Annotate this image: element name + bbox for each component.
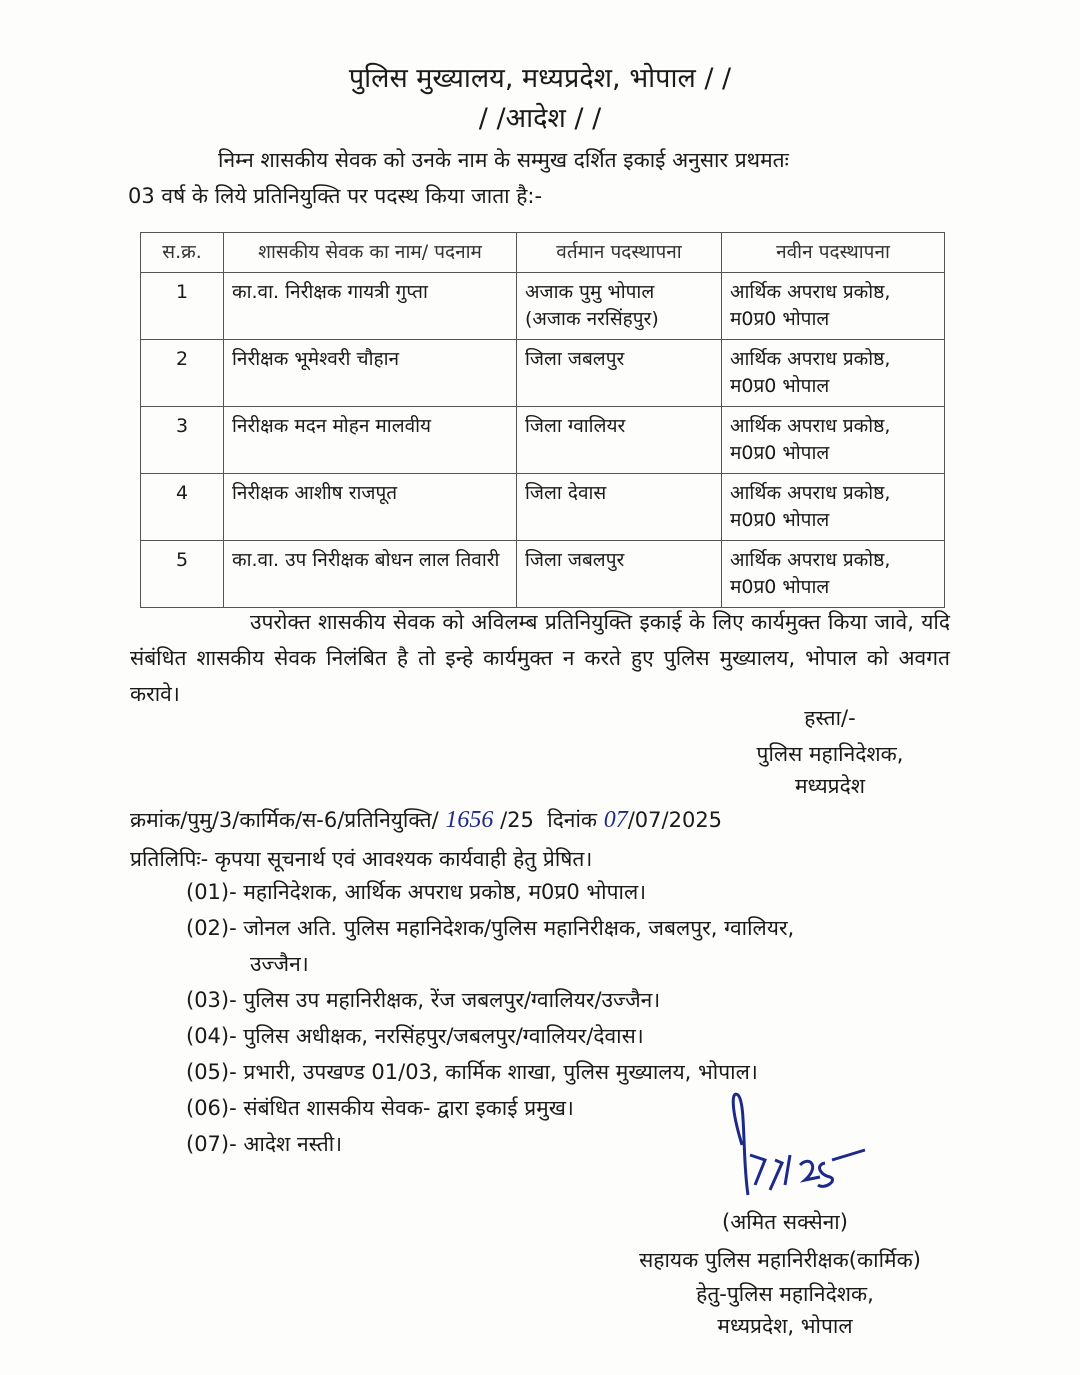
- name-cell: निरीक्षक मदन मोहन मालवीय: [224, 407, 517, 474]
- current-posting-cell: जिला देवास: [517, 474, 722, 541]
- serial-cell: 3: [141, 407, 224, 474]
- serial-cell: 5: [141, 541, 224, 608]
- copy-item: [186, 1058, 758, 1086]
- current-posting-cell: जिला जबलपुर: [517, 340, 722, 407]
- table-header: [141, 233, 945, 273]
- intro-line2: 03 वर्ष के लिये प्रतिनियुक्ति पर पदस्थ किया जाता है:-: [128, 184, 543, 208]
- copy-item: [186, 986, 660, 1014]
- current-posting-cell: जिला ग्वालियर: [517, 407, 722, 474]
- date-label: दिनांक: [547, 808, 598, 832]
- ref-number: 1656: [445, 807, 494, 833]
- handwritten-signature: [720, 1085, 880, 1205]
- copy-item-continuation: उज्जैन।: [250, 952, 309, 976]
- copy-item-text: संबंधित शासकीय सेवक- द्वारा इकाई प्रमुख।: [243, 1096, 574, 1120]
- ref-year: /25: [500, 808, 534, 832]
- signatory-designation2: हेतु-पुलिस महानिदेशक,: [696, 1282, 874, 1306]
- new-posting-cell: आर्थिक अपराध प्रकोष्ठ, म0प्र0 भोपाल: [722, 541, 945, 608]
- current-posting-cell: जिला जबलपुर: [517, 541, 722, 608]
- copy-item-text: पुलिस अधीक्षक, नरसिंहपुर/जबलपुर/ग्वालियर/देवास।: [243, 1024, 644, 1048]
- copy-item-text: आदेश नस्ती।: [243, 1132, 343, 1156]
- table-row: [141, 541, 945, 608]
- copy-item-text: जोनल अति. पुलिस महानिदेशक/पुलिस महानिरीक्षक, जबलपुर, ग्वालियर,: [243, 916, 795, 940]
- name-cell: का.वा. निरीक्षक गायत्री गुप्ता: [224, 273, 517, 340]
- copy-item: [186, 1022, 644, 1050]
- name-cell: निरीक्षक भूमेश्वरी चौहान: [224, 340, 517, 407]
- posting-table: [140, 232, 945, 608]
- copy-item-number: (03)-: [186, 988, 237, 1012]
- new-posting-cell: आर्थिक अपराध प्रकोष्ठ, म0प्र0 भोपाल: [722, 407, 945, 474]
- col-serial: स.क्र.: [141, 233, 224, 273]
- signed-line1: हस्ता/-: [804, 706, 856, 730]
- col-new: नवीन पदस्थापना: [722, 233, 945, 273]
- release-paragraph: उपरोक्त शासकीय सेवक को अविलम्ब प्रतिनियुक्ति इकाई के लिए कार्यमुक्त किया जावे, यदि संबंधित शासकीय सेवक निलंबित है तो इन्हे कार्यमुक्त न करते हुए पुलिस मुख्यालय, भोपाल को अवगत करावे।: [130, 610, 950, 706]
- signatory-designation1: सहायक पुलिस महानिरीक्षक(कार्मिक): [639, 1248, 921, 1272]
- copy-item: [186, 878, 646, 906]
- serial-cell: 1: [141, 273, 224, 340]
- header-title: पुलिस मुख्यालय, मध्यप्रदेश, भोपाल / /: [348, 63, 732, 94]
- table-row: [141, 340, 945, 407]
- reference-line: [130, 806, 722, 834]
- signed-line3: मध्यप्रदेश: [794, 774, 865, 798]
- copy-item-number: (05)-: [186, 1060, 237, 1084]
- new-posting-cell: आर्थिक अपराध प्रकोष्ठ, म0प्र0 भोपाल: [722, 474, 945, 541]
- signed-line2: पुलिस महानिदेशक,: [756, 742, 904, 766]
- ref-day: 07: [603, 807, 628, 833]
- copy-item-number: (07)-: [186, 1132, 237, 1156]
- name-cell: का.वा. उप निरीक्षक बोधन लाल तिवारी: [224, 541, 517, 608]
- ref-date-rest: /07/2025: [627, 808, 723, 832]
- name-cell: निरीक्षक आशीष राजपूत: [224, 474, 517, 541]
- copy-item-text: पुलिस उप महानिरीक्षक, रेंज जबलपुर/ग्वालियर/उज्जैन।: [243, 988, 661, 1012]
- ref-prefix: क्रमांक/पुमु/3/कार्मिक/स-6/प्रतिनियुक्ति/: [130, 808, 439, 832]
- serial-cell: 4: [141, 474, 224, 541]
- signatory-designation3: मध्यप्रदेश, भोपाल: [717, 1314, 853, 1338]
- new-posting-cell: आर्थिक अपराध प्रकोष्ठ, म0प्र0 भोपाल: [722, 340, 945, 407]
- new-posting-cell: आर्थिक अपराध प्रकोष्ठ, म0प्र0 भोपाल: [722, 273, 945, 340]
- copy-item: [186, 1094, 574, 1122]
- serial-cell: 2: [141, 340, 224, 407]
- copy-item-number: (06)-: [186, 1096, 237, 1120]
- copy-item: [186, 1130, 342, 1158]
- table-row: [141, 273, 945, 340]
- col-current: वर्तमान पदस्थापना: [517, 233, 722, 273]
- copy-item-text: महानिदेशक, आर्थिक अपराध प्रकोष्ठ, म0प्र0 भोपाल।: [243, 880, 647, 904]
- copy-item: [186, 914, 794, 942]
- current-posting-cell: अजाक पुमु भोपाल (अजाक नरसिंहपुर): [517, 273, 722, 340]
- copy-item-number: (02)-: [186, 916, 237, 940]
- header-subtitle: / /आदेश / /: [478, 103, 602, 134]
- table-row: [141, 407, 945, 474]
- table-row: [141, 474, 945, 541]
- copy-item-number: (04)-: [186, 1024, 237, 1048]
- copy-intro: प्रतिलिपिः- कृपया सूचनार्थ एवं आवश्यक कार्यवाही हेतु प्रेषित।: [130, 847, 593, 871]
- copy-item-number: (01)-: [186, 880, 237, 904]
- copy-item-text: प्रभारी, उपखण्ड 01/03, कार्मिक शाखा, पुलिस मुख्यालय, भोपाल।: [243, 1060, 758, 1084]
- col-name: शासकीय सेवक का नाम/ पदनाम: [224, 233, 517, 273]
- intro-line1: निम्न शासकीय सेवक को उनके नाम के सम्मुख दर्शित इकाई अनुसार प्रथमतः: [218, 148, 789, 172]
- signatory-name: (अमित सक्सेना): [722, 1210, 848, 1234]
